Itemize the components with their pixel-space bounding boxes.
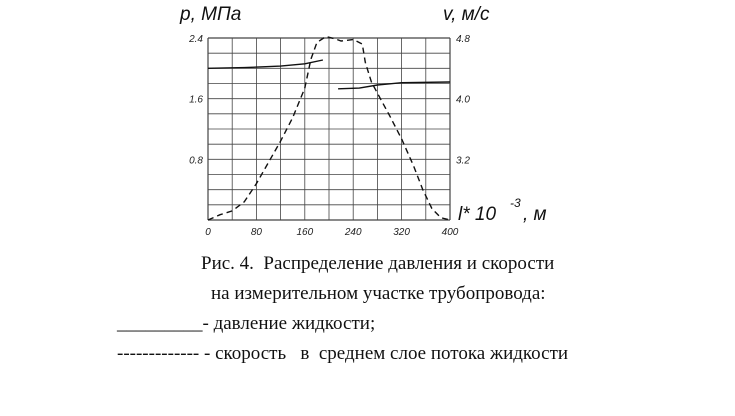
- x-tick-label: 240: [344, 227, 362, 238]
- legend-pressure: _________- давление жидкости;: [117, 313, 376, 334]
- right-axis-label: v, м/с: [443, 4, 490, 25]
- left-axis-label: p, МПа: [180, 4, 242, 25]
- pressure-line: [338, 82, 450, 89]
- legend-velocity: ------------- - скорость в среднем слое потока жидкости: [117, 343, 569, 364]
- x-tick-label: 320: [393, 227, 410, 238]
- right-tick-label: 4.8: [456, 34, 470, 45]
- grid: [208, 38, 450, 220]
- x-tick-label: 0: [205, 227, 211, 238]
- x-tick-label: 400: [441, 227, 459, 238]
- x-axis-label: l* 10: [458, 204, 497, 225]
- caption-line-1: Рис. 4. Распределение давления и скорости: [201, 253, 555, 274]
- x-tick-label: 160: [296, 227, 314, 238]
- left-tick-label: 1.6: [189, 94, 203, 106]
- right-tick-label: 3.2: [456, 155, 470, 167]
- left-tick-label: 2.4: [189, 34, 203, 45]
- x-tick-label: 80: [250, 227, 262, 238]
- x-axis-unit: , м: [523, 204, 547, 225]
- left-tick-label: 0.8: [189, 155, 203, 167]
- right-tick-label: 4.0: [456, 94, 470, 106]
- x-axis-exponent: -3: [510, 196, 521, 210]
- pressure-line: [208, 60, 323, 68]
- caption-line-2: на измерительном участке трубопровода:: [211, 283, 546, 304]
